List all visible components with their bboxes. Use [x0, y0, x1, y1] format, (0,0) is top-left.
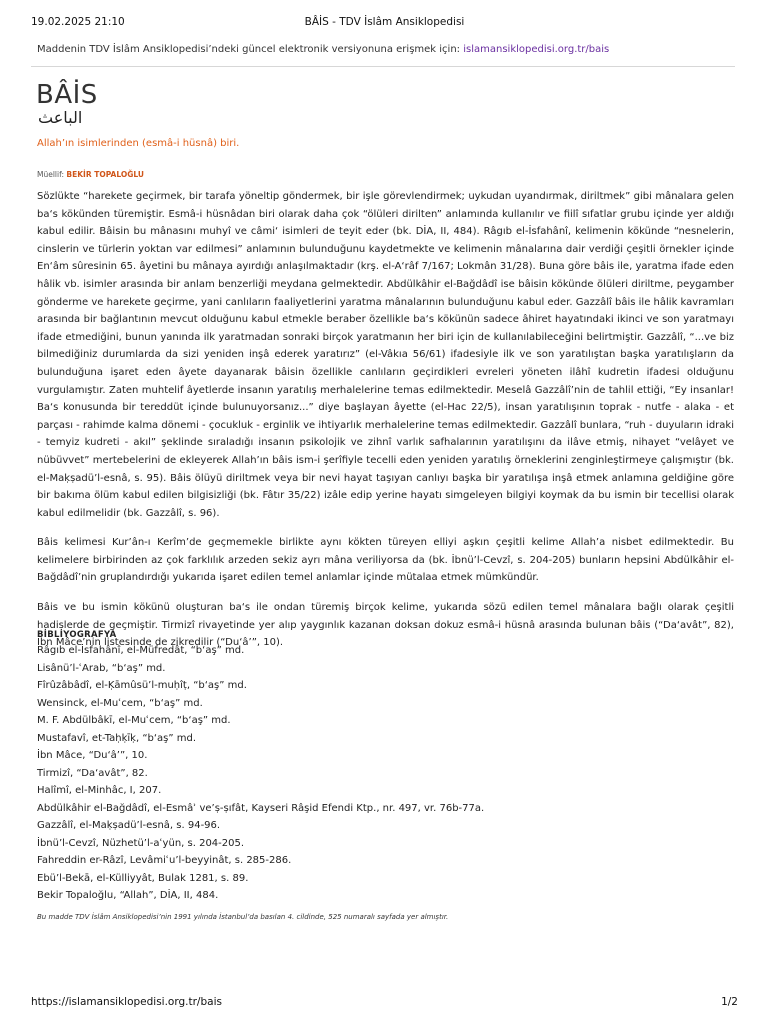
article-summary: Allah’ın isimlerinden (esmâ-i hüsnâ) biri.: [37, 138, 240, 149]
paragraph: Bâis kelimesi Kur’ân-ı Kerîm’de geçmemekle birlikte aynı kökten türeyen elliyi aşkın çeşitli kelime Allah’a nisbet edilmektedir. Bu kelimelere birbirinden az çok farklılık arzeden sekiz ayrı mâna veriliyorsa da (bk. İbnü’l-Cevzî, s. 204-205) bunların hepsini Abdülkâhir el-Bağdâdî’nin gruplandırdığı yukarıda işaret edilen temel anlamlar içinde mütalaa etmek mümkündür.: [37, 537, 734, 584]
online-version-notice: [37, 44, 737, 55]
print-page-title: BÂİS - TDV İslâm Ansiklopedisi: [304, 16, 465, 28]
paragraph: Sözlükte “harekete geçirmek, bir tarafa yöneltip göndermek, bir işle görevlendirmek; uykudan uyandırmak, diriltmek” gibi mânalara gelen ba‘s kökünden türemiştir. Esmâ-i hüsnâdan biri olarak daha çok “ölüleri dirilten” anlamında kullanılır ve fiilî sıfatlar grubu içinde yer aldığı kabul edilir. Bâisin bu mânasını muhyî ve câmi‘ isimleri de teyit eder (bk. DİA, II, 484). Râgıb el-İsfahânî, kelimenin kökünde “nesnelerin, cinslerin ve türlerin yoktan var edilmesi” anlamının bulunduğunu kaydetmekte ve kelimenin mânalarına dair verdiği çeşitli örnekler içinde En‘âm sûresinin 65. âyetini bu mânaya ayırdığı anlaşılmaktadır (krş. el-A‘râf 7/167; Lokmân 31/28). Buna göre bâis ile, yaratma ifade eden hâlik vb. isimler arasında bir anlam benzerliği meydana gelmektedir. Abdülkâhir el-Bağdâdî ise bâisin kökünde ölüleri diriltme, peygamber gönderme ve harekete geçirme, yani canlıların faaliyetlerini yaratma mânalarının bulunduğunu kabul eder. Gazzâlî bâis ile hâlik kavramları arasında bir bağlantının mevcut olduğunu kabul etmekle beraber özellikle ba‘s kökünün sadece âhiret hayatındaki ikinci ve son yaratmayı ifade etmediğini, bunun yanında ilk yaratmadan sonraki birçok yaratmanın her biri için de kullanılabileceğini belirtmiştir. Gazzâlî, “...ve biz bilmediğiniz durumlarda da sizi yeniden inşâ ederek yaratırız” (el-Vâkıa 56/61) ifadesiyle ilk ve son yaratılıştan başka yaratılışların da bulunduğuna işaret eden âyete dayanarak bâisin özellikle canlıların geçirdikleri evreleri yöneten ilâhî kudretin ifadesi olduğunu vurgulamıştır. Zaten muhtelif âyetlerde insanın yaratılış merhalelerine temas edilmektedir. Meselâ Gazzâlî’nin de tahlil ettiği, “Ey insanlar! Ba‘s konusunda bir tereddüt içinde bulunuyorsanız...” diye başlayan âyette (el-Hac 22/5), insan yaratılışının toprak - nutfe - alaka - et parçası - rahimde kalma dönemi - çocukluk - erginlik ve ihtiyarlık merhalelerine temas edilmektedir. Gazzâlî bunlara, “ruh - duyuların idraki - temyiz kudreti - akıl” şeklinde sıraladığı insanın psikolojik ve zihnî varlık safhalarının yaratılışını da ilâve etmiş, nihayet “velâyet ve nübüvvet” mertebelerini de ekleyerek Allah’ın bâis ism-i şerîfiyle tecelli eden yeniden yaratılış örneklerini zenginleştirmeye çalışmıştır (bk. el-Maḳṣadü’l-esnâ, s. 95). Bâis ölüyü diriltmek veya bir nevi hayat taşıyan canlıyı başka bir yaratılışa inşâ etmek anlamına geldiğine göre bir bakıma ölüm kabul edilen bilgisizliği (bk. Fâtır 35/22) izâle edip yerine hayatı simgeleyen bilgiyi koymak da bu ismin bir tecellisi olarak kabul edilmelidir (bk. Gazzâlî, s. 96).: [37, 191, 734, 519]
bibliography-entry: Ebü’l-Bekā, el-Külliyyât, Bulak 1281, s. 89.: [37, 872, 249, 884]
divider: [31, 66, 735, 67]
bibliography-entry: İbnü’l-Cevzî, Nüzhetü’l-aʿyün, s. 204-205.: [37, 837, 245, 849]
bibliography-list: [37, 642, 737, 905]
article-arabic-title: الباعث: [38, 108, 83, 127]
bibliography-entry: Bekir Topaloğlu, “Allah”, DİA, II, 484.: [37, 890, 219, 901]
article-title: BÂİS: [36, 80, 98, 110]
bibliography-entry: Abdülkâhir el-Bağdâdî, el-Esmâʾ ve’ṣ-ṣıfât, Kayseri Râşid Efendi Ktp., nr. 497, vr. 76b-77a.: [37, 802, 485, 814]
author-name[interactable]: BEKİR TOPALOĞLU: [66, 170, 144, 179]
bibliography-entry: Fahreddin er-Râzî, Levâmiʿu’l-beyyinât, s. 285-286.: [37, 855, 292, 866]
page-number: 1/2: [721, 996, 738, 1008]
bibliography-entry: Lisânü’l-ʿArab, “b‘aş” md.: [37, 662, 166, 674]
author-label: Müellif:: [37, 170, 64, 179]
bibliography-entry: Gazzâlî, el-Maḳṣadü’l-esnâ, s. 94-96.: [37, 820, 221, 831]
bibliography-entry: Halîmî, el-Minhâc, I, 207.: [37, 785, 162, 796]
bibliography-entry: Wensinck, el-Muʿcem, “b‘aş” md.: [37, 697, 203, 709]
publication-footnote: Bu madde TDV İslâm Ansiklopedisi’nin 1991 yılında İstanbul’da basılan 4. cildinde, 525 numaralı sayfada yer almıştır.: [37, 913, 449, 921]
bibliography-entry: Mustafavî, et-Taḥḳīḳ, “b‘aş” md.: [37, 732, 196, 744]
bibliography-entry: Râgıb el-İsfahânî, el-Müfredât, “b‘aş” md.: [37, 645, 245, 656]
bibliography-entry: İbn Mâce, “Du‘â’”, 10.: [37, 750, 148, 761]
online-version-link[interactable]: islamansiklopedisi.org.tr/bais: [463, 44, 610, 55]
print-header: [31, 16, 738, 30]
notice-text: Maddenin TDV İslâm Ansiklopedisi’ndeki güncel elektronik versiyonuna erişmek için:: [37, 44, 461, 55]
bibliography-entry: M. F. Abdülbâkī, el-Muʿcem, “b‘aş” md.: [37, 715, 231, 726]
author-line: [37, 170, 144, 179]
bibliography-heading: BİBLİYOGRAFYA: [37, 630, 117, 640]
print-datetime: 19.02.2025 21:10: [31, 16, 125, 28]
paragraph: Bâis ve bu ismin kökünü oluşturan ba‘s ile ondan türemiş birçok kelime, yukarıda sözü edilen temel mânalara bağlı olarak çeşitli hadislerde de geçmiştir. Tirmizî rivayetinde yer alıp yaygınlık kazanan doksan dokuz esmâ-i hüsnâ arasında bulunan bâis (“Da‘avât”, 82), İbn Mâce’nin listesinde de zikredilir (“Du‘â’”, 10).: [37, 602, 734, 649]
bibliography-entry: Fîrûzâbâdî, el-Ḳāmûsü’l-muḥîṭ, “b‘aş” md.: [37, 680, 247, 691]
print-url: https://islamansiklopedisi.org.tr/bais: [31, 996, 222, 1008]
print-footer: [31, 996, 738, 1010]
article-body: [37, 188, 734, 664]
bibliography-entry: Tirmizî, “Da‘avât”, 82.: [37, 767, 148, 779]
